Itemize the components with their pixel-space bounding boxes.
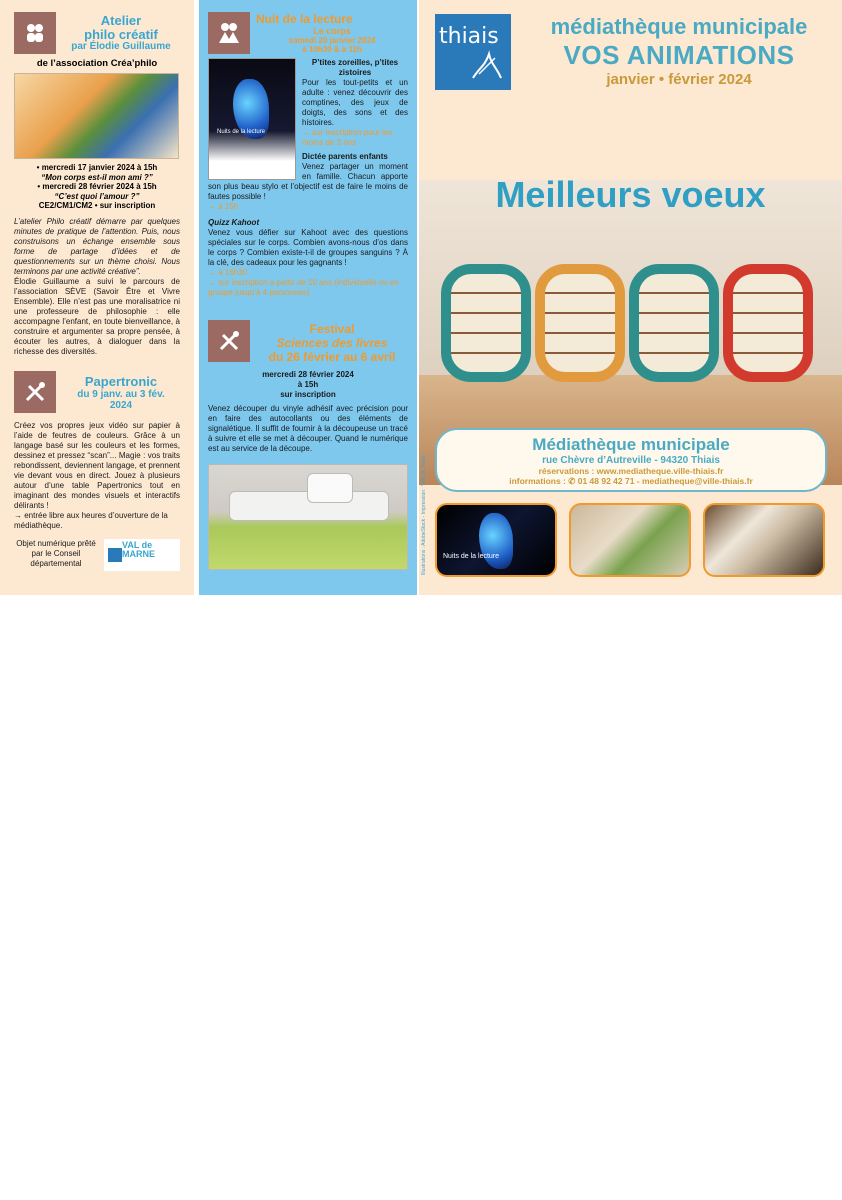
festival-dates: du 26 février au 6 avril — [268, 350, 396, 364]
atelier-date-2: • mercredi 28 février 2024 à 15h — [37, 182, 157, 192]
quiz-time: → à 16h30 — [208, 268, 248, 277]
quiz-title: Quizz Kahoot — [208, 218, 260, 227]
festival-body: Venez découper du vinyle adhésif avec précision pour en faire des autocollants ou des éléments de signalétique. Il suffit de fournir à la découpeuse un tracé à suivre et elle se met à découper. Quand le numérique est au service de la découpe. — [208, 404, 408, 453]
people-icon — [208, 12, 250, 54]
digit-0-shelf — [535, 264, 625, 382]
nuit-poster: Nuits de la lecture — [208, 58, 296, 180]
atelier-illustration — [14, 73, 179, 159]
nuit-date: samedi 20 janvier 2024 — [288, 36, 376, 45]
tools-icon — [14, 371, 56, 413]
voeux-title: Meilleurs voeux — [495, 174, 766, 215]
nuit-title: Nuit de la lecture — [256, 12, 353, 26]
thumb-book-coffee — [703, 503, 825, 577]
festival-registration: sur inscription — [280, 390, 336, 399]
festival-when-date: mercredi 28 février 2024 — [262, 370, 354, 379]
address-reservations[interactable]: réservations : www.mediatheque.ville-thiais.fr — [538, 466, 724, 476]
brochure-sheet — [0, 0, 842, 595]
atelier-author: par Élodie Guillaume — [71, 41, 171, 53]
papertronic-body: Créez vos propres jeux vidéo sur papier à l’aide de feutres de couleurs. Grâce à un langage basé sur les couleurs et les formes, dessinez et pressez “scan”... Magie : vos traits rebondissent, deviennent langage, et prennent vie devant vous en direct. Jouez à plusieurs autour d’une table Papertronics tout en imaginant des mondes visuels et interactifs délirants ! — [14, 420, 180, 510]
atelier-audience: CE2/CM1/CM2 • sur inscription — [38, 201, 156, 211]
middle-column — [199, 0, 417, 595]
atelier-bio: Élodie Guillaume a suivi le parcours de l’association SÈVE (Savoir Être et Vivre Ensemble). Elle n’est pas une moralisatrice ni une professeure de philosophie : elle accompagne l’enfant, en toute bienveillance, à construire et argumenter sa propre pensée, à écouter les autres, à dialoguer dans la richesse des diversités. — [14, 276, 180, 356]
thumb-plant — [569, 503, 691, 577]
papertronic-access: → entrée libre aux heures d’ouverture de la médiathèque. — [14, 510, 168, 530]
header-line-2: VOS ANIMATIONS — [563, 40, 795, 70]
thumb-nuits: Nuits de la lecture — [435, 503, 557, 577]
address-box — [435, 428, 827, 492]
atelier-subtitle: philo créatif — [84, 26, 158, 42]
address-info[interactable]: informations : ✆ 01 48 92 42 71 - mediatheque@ville-thiais.fr — [509, 476, 753, 486]
credits: Illustrations : AdobeStock - Impression : Ville de Thiais — [421, 454, 427, 575]
cover-column — [419, 0, 842, 595]
digit-4-shelf — [723, 264, 813, 382]
festival-when-time: à 15h — [297, 380, 319, 389]
quiz-info: → sur inscription à partir de 10 ans (individuelle ou en groupe jusqu’à 4 personnes) — [208, 278, 399, 297]
festival-subtitle: Sciences des livres — [276, 336, 388, 350]
digit-2-shelf — [441, 264, 531, 382]
papertronic-dates: du 9 janv. au 3 fév. — [77, 388, 165, 400]
photo-strip — [435, 503, 825, 577]
festival-title: Festival — [309, 322, 355, 336]
atelier-quote-1: “Mon corps est-il mon ami ?” — [41, 172, 153, 182]
left-column — [0, 0, 194, 595]
dictee-time: → à 15h — [208, 202, 239, 211]
address-title: Médiathèque municipale — [532, 435, 730, 454]
nuit-time: à 10h30 & à 11h — [302, 45, 362, 54]
quiz-body: Venez vous défier sur Kahoot avec des questions spéciales sur le corps. Combien avons-nous d’os dans le corps ? Combien existe-t-il de groupes sanguins ? À la clé, des cadeaux pour les gagnants ! — [208, 228, 408, 267]
digit-2-shelf — [629, 264, 719, 382]
atelier-association: de l’association Créa’philo — [36, 58, 158, 69]
header-line-3: janvier • février 2024 — [606, 71, 752, 88]
header-line-1: médiathèque municipale — [550, 14, 808, 39]
val-de-marne-logo: VAL de MARNE — [104, 539, 180, 571]
loan-note: Objet numérique prêté par le Conseil départemental — [16, 538, 96, 568]
dictee-title: Dictée parents enfants — [302, 152, 388, 161]
address-street: rue Chèvre d’Autreville - 94320 Thiais — [542, 455, 720, 466]
bookshelf-2024 — [441, 262, 821, 382]
cutting-machine-image — [208, 464, 408, 570]
atelier-intro: L’atelier Philo créatif démarre par quelques minutes de pratique de l’attention. Puis, nous construisons un échange ensemble sous forme de partage d’idées et de questionnements sur un thème choisi. Nous terminons par une activité créative”. — [14, 216, 180, 276]
thiais-logo: thiais — [435, 14, 511, 90]
dictee-body: Venez partager un moment en famille. Chacun apporte son plus beau stylo et l’objectif est de faire le moins de fautes possible ! — [208, 162, 408, 201]
atelier-date-1: • mercredi 17 janvier 2024 à 15h — [36, 163, 158, 172]
atelier-title: Atelier — [100, 13, 142, 28]
papertronic-year: 2024 — [109, 399, 133, 411]
tools-icon — [208, 320, 250, 362]
papertronic-title: Papertronic — [84, 373, 158, 389]
ptites-body: Pour les tout-petits et un adulte : venez découvrir des comptines, des jeux de doigts, des sons et des histoires. — [302, 78, 408, 127]
ptites-title: P’tites zoreilles, p’tites zistoires — [311, 58, 399, 77]
nuit-theme: Le corps — [313, 26, 351, 36]
ptites-info: → sur inscription pour les moins de 3 ans — [302, 128, 393, 147]
people-icon — [14, 12, 56, 54]
atelier-quote-2: “C’est quoi l’amour ?” — [54, 191, 140, 201]
